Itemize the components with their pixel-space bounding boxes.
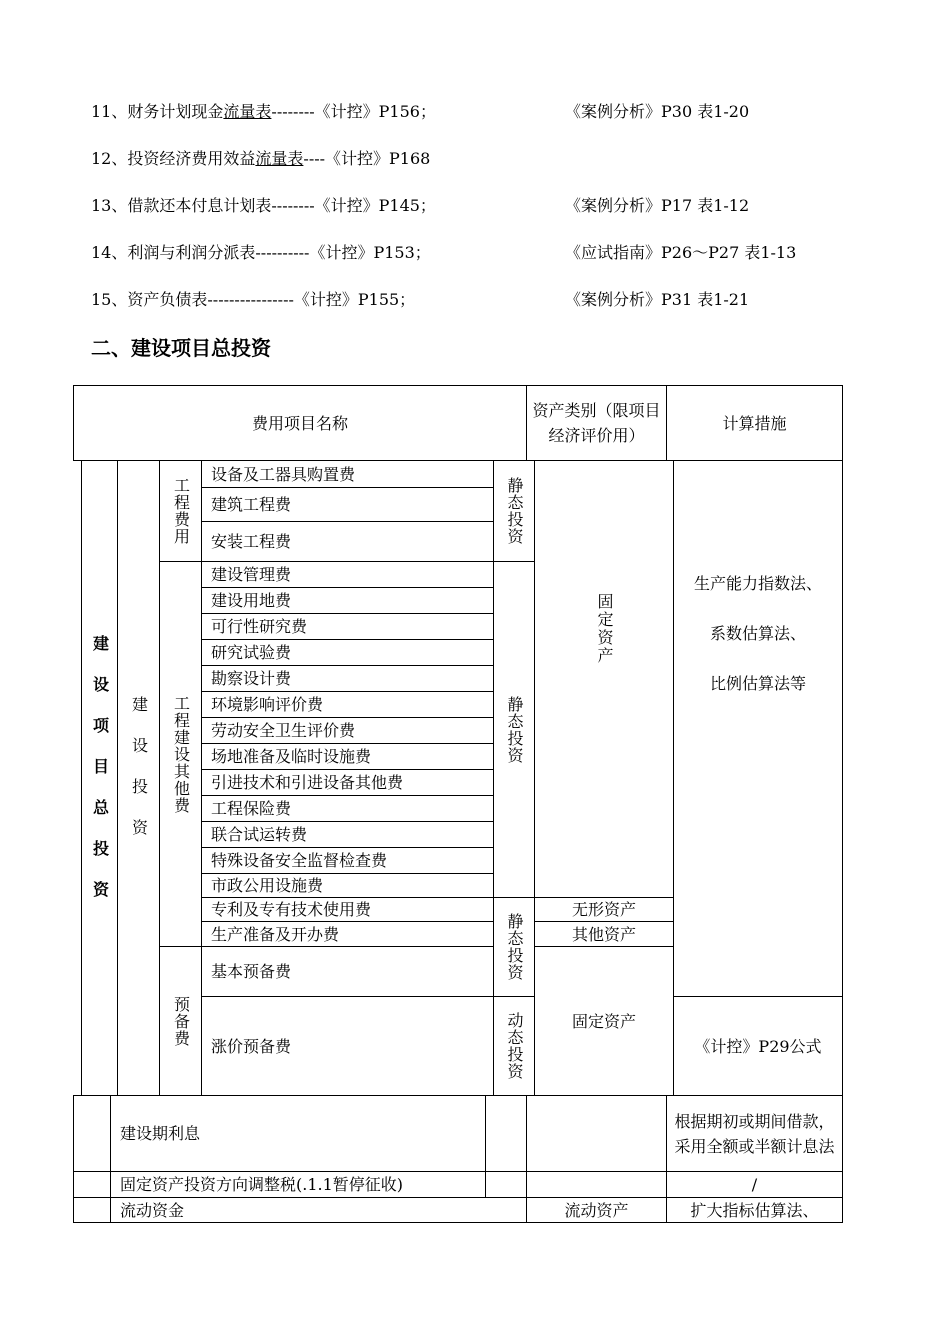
tax-method: / bbox=[666, 1171, 843, 1198]
interest-asset bbox=[526, 1095, 667, 1172]
list-item-11: 11、财务计划现金流量表--------《计控》P156； 《案例分析》P30 表1-20 bbox=[91, 102, 750, 121]
other-asset: 其他资产 bbox=[534, 921, 674, 947]
list-ref: 《应试指南》P26～P27 表1-13 bbox=[565, 243, 797, 262]
fixed-asset-reserve: 固定资产 bbox=[534, 946, 674, 1096]
table-row: 联合试运转费 bbox=[201, 821, 494, 848]
method-main: 生产能力指数法、 系数估算法、 比例估算法等 bbox=[673, 460, 843, 997]
group-reserve: 预备费 bbox=[159, 946, 202, 1096]
dynamic-investment: 动态投资 bbox=[493, 996, 535, 1096]
group-engineering: 工程费用 bbox=[159, 460, 202, 562]
header-asset: 资产类别（限项目经济评价用） bbox=[526, 385, 667, 461]
working-capital-asset: 流动资产 bbox=[526, 1197, 667, 1223]
table-row: 设备及工器具购置费 bbox=[201, 460, 494, 488]
tax-label: 固定资产投资方向调整税(.1.1暂停征收) bbox=[110, 1171, 486, 1198]
table-row: 专利及专有技术使用费 bbox=[201, 897, 494, 922]
tax-asset bbox=[526, 1171, 667, 1198]
tax-spacer bbox=[73, 1171, 111, 1198]
fixed-asset-main: 固定资产 bbox=[534, 460, 674, 898]
working-capital-label: 流动资金 bbox=[110, 1197, 527, 1223]
list-item-15: 15、资产负债表----------------《计控》P155； 《案例分析》P31 表1-21 bbox=[91, 290, 750, 309]
table-row: 引进技术和引进设备其他费 bbox=[201, 769, 494, 796]
table-row: 生产准备及开办费 bbox=[201, 921, 494, 947]
table-row: 研究试验费 bbox=[201, 639, 494, 666]
group-other-fees: 工程建设其他费 bbox=[159, 561, 202, 947]
list-item-13: 13、借款还本付息计划表--------《计控》P145； 《案例分析》P17 表1-12 bbox=[91, 196, 750, 215]
table-row: 建设管理费 bbox=[201, 561, 494, 588]
table-row: 勘察设计费 bbox=[201, 665, 494, 692]
table-row: 环境影响评价费 bbox=[201, 691, 494, 718]
intangible-asset: 无形资产 bbox=[534, 897, 674, 922]
method-reserve: 《计控》P29公式 bbox=[673, 996, 843, 1096]
col-total-investment bbox=[81, 460, 118, 1096]
table-row: 劳动安全卫生评价费 bbox=[201, 717, 494, 744]
table-row: 工程保险费 bbox=[201, 795, 494, 822]
col-total-text: 建设项目总投资 bbox=[90, 634, 110, 922]
static-investment-3: 静态投资 bbox=[493, 897, 535, 997]
interest-label: 建设期利息 bbox=[110, 1095, 486, 1172]
table-row: 市政公用设施费 bbox=[201, 873, 494, 898]
table-row: 建设用地费 bbox=[201, 587, 494, 614]
table-row: 特殊设备安全监督检查费 bbox=[201, 847, 494, 874]
table-row: 建筑工程费 bbox=[201, 487, 494, 522]
working-capital-spacer bbox=[73, 1197, 111, 1223]
table-row: 场地准备及临时设施费 bbox=[201, 743, 494, 770]
table-row: 涨价预备费 bbox=[201, 996, 494, 1096]
static-investment-1: 静态投资 bbox=[493, 460, 535, 562]
interest-spacer bbox=[73, 1095, 111, 1172]
table-row: 基本预备费 bbox=[201, 946, 494, 997]
table-row: 安装工程费 bbox=[201, 521, 494, 562]
header-method: 计算措施 bbox=[666, 385, 843, 461]
section-heading: 二、建设项目总投资 bbox=[91, 336, 271, 360]
col-construction-investment bbox=[117, 460, 160, 1096]
interest-type bbox=[485, 1095, 527, 1172]
list-ref: 《案例分析》P31 表1-21 bbox=[565, 290, 750, 309]
tax-type bbox=[485, 1171, 527, 1198]
header-name: 费用项目名称 bbox=[73, 385, 527, 461]
list-ref: 《案例分析》P30 表1-20 bbox=[565, 102, 750, 121]
static-investment-2: 静态投资 bbox=[493, 561, 535, 898]
col-construct-text: 建设投资 bbox=[129, 696, 149, 860]
table-row: 可行性研究费 bbox=[201, 613, 494, 640]
working-capital-method: 扩大指标估算法、 bbox=[666, 1197, 843, 1223]
interest-method: 根据期初或期间借款，采用全额或半额计息法 bbox=[666, 1095, 843, 1172]
list-ref: 《案例分析》P17 表1-12 bbox=[565, 196, 750, 215]
list-item-14: 14、利润与利润分派表----------《计控》P153； 《应试指南》P26～P27 表1-13 bbox=[91, 243, 797, 262]
list-item-12: 12、投资经济费用效益流量表----《计控》P168 bbox=[91, 149, 431, 168]
